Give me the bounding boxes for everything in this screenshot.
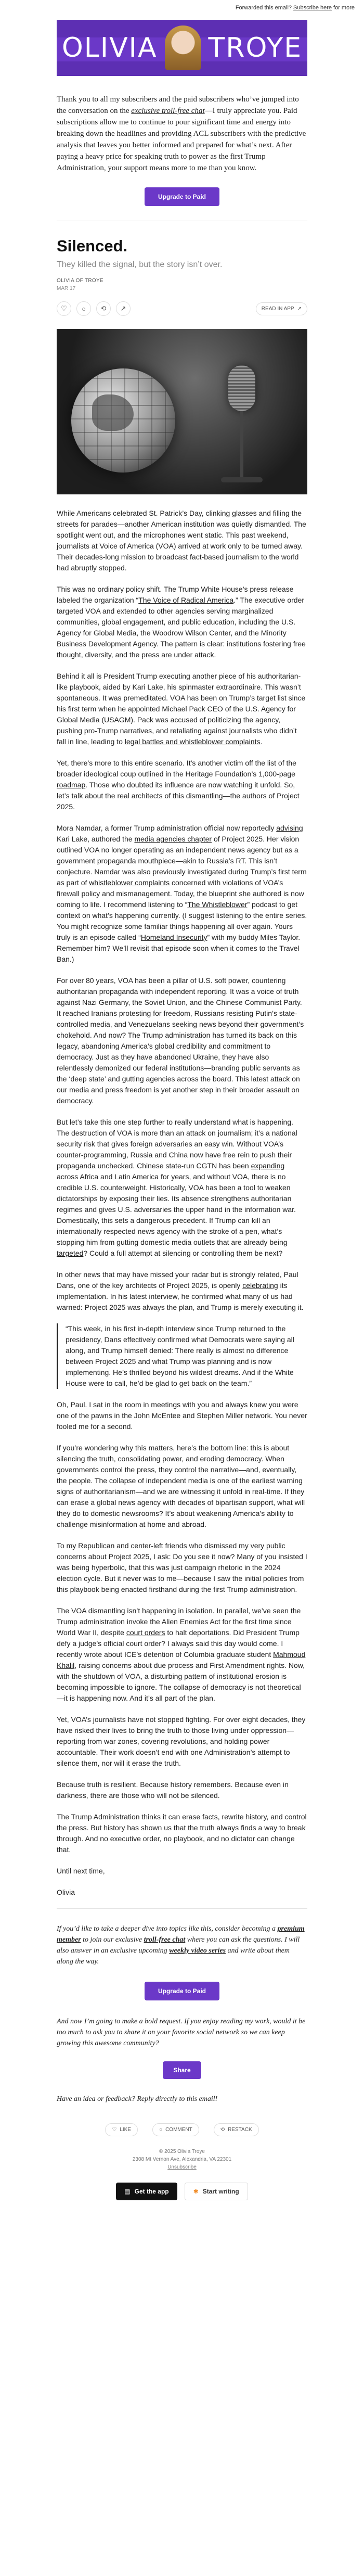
banner-title-left: OLIVIA — [61, 32, 158, 63]
subscribe-link[interactable]: Subscribe here — [293, 5, 332, 11]
restack-icon: ⟲ — [100, 304, 107, 312]
intro-paragraph: Thank you to all my subscribers and the paid subscribers who’ve jumped into the conversation on the exclusive troll-free chat—I truly appreciate you. Paid subscriptions allow me to continue to pour significant time and energy into breaking down the headlines and providing ACL subscribers with the predictive analysis that leaves you better informed and prepared for what’s next. After paying a heavy price for speaking truth to power as the first Trump Administration, your support means more to me than you know. — [57, 95, 306, 172]
body-paragraph: If you’re wondering why this matters, here’s the bottom line: this is about silencing the truth, consolidating power, and eroding democracy. When governments control the press, they control the narrative—and, eventually, the people. The collapse of independent media is one of the earliest warning signs of authoritarianism—and we are witnessing it unfold in real-time. If they can erase a global news agency with decades of bipartisan support, what will they do to domestic newsrooms? It’s about weakening America’s ability to challenge misinformation at home and abroad. — [57, 1444, 305, 1528]
footer-comment-button[interactable]: ○ COMMENT — [152, 2123, 199, 2136]
signoff: Olivia — [57, 1888, 75, 1896]
feedback-note: Have an idea or feedback? Reply directly to this email! — [57, 2095, 218, 2103]
like-button[interactable] — [57, 301, 71, 316]
body-paragraph: But let’s take this one step further to really understand what is happening. The destruction of VOA is more than an attack on journalism; it’s a national security risk that gives foreign adversaries an easy win. Without VOA’s counter-programming, Russia and China now have free rein to push their propaganda unchecked. Chinese state-run CGTN has been expanding across Africa and Latin America for years, and without VOA, there is no credible U.S. counterweight. Historically, VOA has been a tool to weaken dictatorships by exposing their lies. Its absence strengthens authoritarian regimes and gives U.S. adversaries the upper hand in the information war. Domestically, this sets a dangerous precedent. If Trump can kill an internationally respected news agency with the stroke of a pen, what’s stopping him from gutting domestic media outlets that are already being targeted? Could a full attempt at silencing or controlling them be next? — [57, 1118, 297, 1257]
body-paragraph: In other news that may have missed your radar but is strongly related, Paul Dans, one of the key architects of Project 2025, is openly celebrating its implementation. In his latest interview, he confirmed what many of us had warned: Project 2025 was always the plan, and Trump is merely executing it. — [57, 1270, 304, 1311]
forwarded-text: Forwarded this email? — [235, 5, 292, 11]
roadmap-link[interactable]: roadmap — [57, 781, 86, 789]
body-paragraph: While Americans celebrated St. Patrick’s Day, clinking glasses and filling the streets for parades—another American institution was quietly dismantled. The spotlight went out, and the microphones went static. This past weekend, journalists at Voice of America (VOA) arrived at work only to be turned away. Their decades-long mission to broadcast fact-based journalism to the world had abruptly stopped. — [57, 509, 306, 572]
body-paragraph: This was no ordinary policy shift. The Trump White House’s press release labeled the organization “The Voice of Radical America.” The executive order targeted VOA and extended to other agencies serving marginalized communities, global engagement, and public education, including the U.S. Agency for Global Media, the Woodrow Wilson Center, and the Minority Business Development Agency. The pattern is clear: institutions fostering free thought, diversity, and the press are under attack. — [57, 585, 306, 659]
footer-actions — [57, 2123, 307, 2136]
body-paragraph: The VOA dismantling isn’t happening in isolation. In parallel, we’ve seen the Trump administration invoke the Alien Enemies Act for the first time since World War II, despite court orders to halt deportations. Did President Trump defy a judge’s official court order? I always said this day would come. I recently wrote about ICE’s detention of Columbia graduate student Mahmoud Khalil, raising concerns about due process and First Amendment rights. Now, with the shutdown of VOA, a disturbing pattern of institutional erosion is becoming impossible to ignore. The collapse of democracy is not theoretical—it is happening now. And it’s all part of the plan. — [57, 1606, 306, 1702]
unsubscribe-link[interactable]: Unsubscribe — [167, 2164, 197, 2170]
whistleblower-complaints-link[interactable]: whistleblower complaints — [89, 878, 170, 887]
external-link-icon: ↗ — [297, 305, 302, 312]
footer-like-button[interactable]: ♡ LIKE — [105, 2123, 138, 2136]
court-orders-link[interactable]: court orders — [126, 1628, 165, 1637]
media-agencies-chapter-link[interactable]: media agencies chapter — [134, 835, 212, 843]
advising-link[interactable]: advising — [276, 824, 303, 832]
premium-member-link[interactable]: premium member — [57, 1925, 305, 1944]
share-button[interactable] — [116, 301, 131, 316]
app-buttons — [57, 2183, 307, 2200]
forwarded-bar — [0, 0, 364, 16]
banner-title-right: TROYE — [208, 32, 303, 63]
block-quote: “This week, in his first in-depth interview since Trump returned to the presidency, Dans effectively confirmed what Democrats were saying all along, and Trump himself denied: There really is almost no difference between Project 2025 and what Trump was planning and is now implementing. He’s thrilled beyond his wildest dreams. And if the White House were to call, he’d be glad to get back on the team.” — [57, 1323, 307, 1389]
voice-of-radical-america-link[interactable]: The Voice of Radical America — [138, 596, 234, 604]
divider — [57, 1908, 307, 1909]
the-whistleblower-link[interactable]: The Whistleblower — [187, 900, 248, 909]
body-paragraph: Yet, there’s more to this entire scenario. It’s another victim off the list of the broader ideological coup outlined in the Heritage Foundation’s 1,000-page roadmap. Those who doubted its influence are now watching it unfold. So, let’s talk about the real architects of this dismantling—the authors of Project 2025. — [57, 759, 300, 811]
body-paragraph: Because truth is resilient. Because history remembers. Because even in darkness, there are those who will not be silenced. — [57, 1780, 289, 1800]
troll-free-chat-link-2[interactable]: troll-free chat — [144, 1936, 186, 1944]
share-request: And now I’m going to make a bold request. If you enjoy reading my work, would it be too much to ask you to share it on your favorite social network so we can keep growing this awesome community? — [57, 2018, 306, 2047]
get-the-app-button[interactable]: ▤ Get the app — [116, 2183, 177, 2200]
post-subtitle: They killed the signal, but the story isn’t over. — [57, 260, 223, 269]
substack-icon: ▤ — [124, 2188, 131, 2195]
globe-graphic — [71, 368, 175, 473]
address-text: 2308 Mt Vernon Ave, Alexandria, VA 22301 — [132, 2157, 232, 2162]
comment-button[interactable] — [76, 301, 91, 316]
body-paragraph: Mora Namdar, a former Trump administration official now reportedly advising Kari Lake, authored the media agencies chapter of Project 2025. Her vision outlined VOA no longer operating as an independent news agency but as a government propaganda mouthpiece—akin to Russia’s RT. This isn’t conjecture. Namdar was also previously investigated during Trump’s first term as part of whistleblower complaints concerned with violations of VOA’s firewall policy and mismanagement. Today, the blueprint she authored is now coming to life. I recommend listening to “The Whistleblower” podcast to get context on what’s happening currently. (I suggest listening to the entire series. You might recognize some familiar things happening all over again. Yours truly is an episode called “Homeland Insecurity” with my buddy Miles Taylor. Remember him? We’ll revisit that episode soon when it comes to the Travel Ban.) — [57, 824, 307, 963]
post-author[interactable]: OLIVIA OF TROYE — [57, 278, 103, 284]
post-actions — [57, 300, 307, 317]
mahmoud-khalil-link[interactable]: Mahmoud Khalil — [57, 1650, 306, 1669]
microphone-graphic — [228, 365, 255, 411]
body-paragraph: Yet, VOA’s journalists have not stopped fighting. For over eight decades, they have risked their lives to bring the truth to those living under oppression—reporting from war zones, covering revolutions, and holding power accountable. Their work doesn’t end with one Administration’s attempt to silence them, nor will it erase the truth. — [57, 1715, 306, 1767]
footer-restack-button[interactable]: ⟲ RESTACK — [214, 2123, 259, 2136]
body-paragraph: For over 80 years, VOA has been a pillar of U.S. soft power, countering authoritarian propaganda with independent reporting. It was a voice of truth against Nazi Germany, the Soviet Union, and the Chinese Communist Party. It reached Iranians protesting for freedom, Russians resisting Putin’s state-controlled media, and Venezuelans seeking news beyond their government’s chokehold. And now? The Trump administration has turned its back on this legacy, abandoning America’s global credibility and commitment to democracy. Just as they have abandoned Ukraine, they have also relentlessly demonized our federal institutions—branding public servants as the ‘deep state’ and gutting agencies across the board. This latest attack on our media and press freedom is yet another step in their broader assault on democracy. — [57, 976, 304, 1105]
copyright-text: © 2025 Olivia Troye — [159, 2149, 205, 2154]
body-paragraph: To my Republican and center-left friends who dismissed my very public concerns about Project 2025, I ask: Do you see it now? Many of you insisted I was being hyperbolic, that this was just campaign rhetoric in the 2024 election cycle. But it never was to me—because I saw the initial policies from this playbook being enacted firsthand during the first Trump administration. — [57, 1541, 307, 1593]
star-icon: ✱ — [193, 2188, 199, 2195]
body-paragraph: Behind it all is President Trump executing another piece of his authoritarian-like playbook, aided by Kari Lake, his spinmaster extraordinaire. This wasn’t spontaneous. It was premeditated. VOA has been on Trump’s target list since his first term when he appointed Michael Pack CEO of the U.S. Agency for Global Media (USAGM). Pack was accused of politicizing the agency, pushing pro-Trump narratives, and retaliating against journalists who didn’t fall in line, leading to legal battles and whistleblower complaints. — [57, 672, 306, 746]
heart-icon: ♡ — [61, 304, 67, 312]
expanding-link[interactable]: expanding — [251, 1162, 285, 1170]
share-icon: ↗ — [120, 304, 126, 312]
comment-icon: ○ — [82, 304, 86, 313]
start-writing-button[interactable]: ✱ Start writing — [185, 2183, 248, 2200]
read-in-app-label: READ IN APP — [261, 305, 294, 312]
header-banner — [57, 20, 307, 76]
post-title[interactable]: Silenced. — [57, 237, 128, 255]
premium-note: If you’d like to take a deeper dive into topics like this, consider becoming a premium member to join our exclusive troll-free chat where you can ask the questions. I will also answer in an exclusive upcoming weekly video series and write about them along the way. — [57, 1925, 305, 1966]
footer-copyright — [57, 2148, 307, 2171]
body-paragraph: The Trump Administration thinks it can erase facts, rewrite history, and control the press. But history has shown us that the truth always finds a way to break through. And no executive order, no playbook, and no dictator can change that. — [57, 1813, 307, 1854]
forwarded-suffix: for more — [333, 5, 355, 11]
author-portrait-image — [165, 25, 201, 70]
restack-button[interactable] — [96, 301, 111, 316]
body-paragraph: Until next time, — [57, 1867, 105, 1875]
article-body — [57, 508, 307, 1898]
upgrade-to-paid-button[interactable]: Upgrade to Paid — [145, 187, 219, 206]
post-date: MAR 17 — [57, 286, 76, 291]
banner-title — [62, 25, 302, 70]
targeted-link[interactable]: targeted — [57, 1249, 84, 1257]
troll-free-chat-link[interactable]: exclusive troll-free chat — [131, 107, 205, 115]
celebrating-link[interactable]: celebrating — [242, 1281, 278, 1290]
share-button-cta[interactable]: Share — [163, 2061, 201, 2079]
homeland-insecurity-link[interactable]: Homeland Insecurity — [140, 933, 207, 941]
heart-icon: ♡ — [112, 2127, 117, 2133]
weekly-video-series-link[interactable]: weekly video series — [169, 1947, 226, 1955]
read-in-app-button[interactable] — [256, 302, 307, 315]
body-paragraph: Oh, Paul. I sat in the room in meetings with you and always knew you were one of the pawns in the John McEntee and Stephen Miller network. You never fooled me for a second. — [57, 1400, 307, 1431]
legal-battles-link[interactable]: legal battles and whistleblower complaints — [124, 737, 261, 746]
email-column — [57, 20, 307, 2200]
restack-icon: ⟲ — [220, 2127, 225, 2133]
hero-image-globe-microphone — [57, 329, 307, 494]
comment-icon: ○ — [159, 2127, 163, 2133]
upgrade-to-paid-button-2[interactable]: Upgrade to Paid — [145, 1982, 219, 2000]
